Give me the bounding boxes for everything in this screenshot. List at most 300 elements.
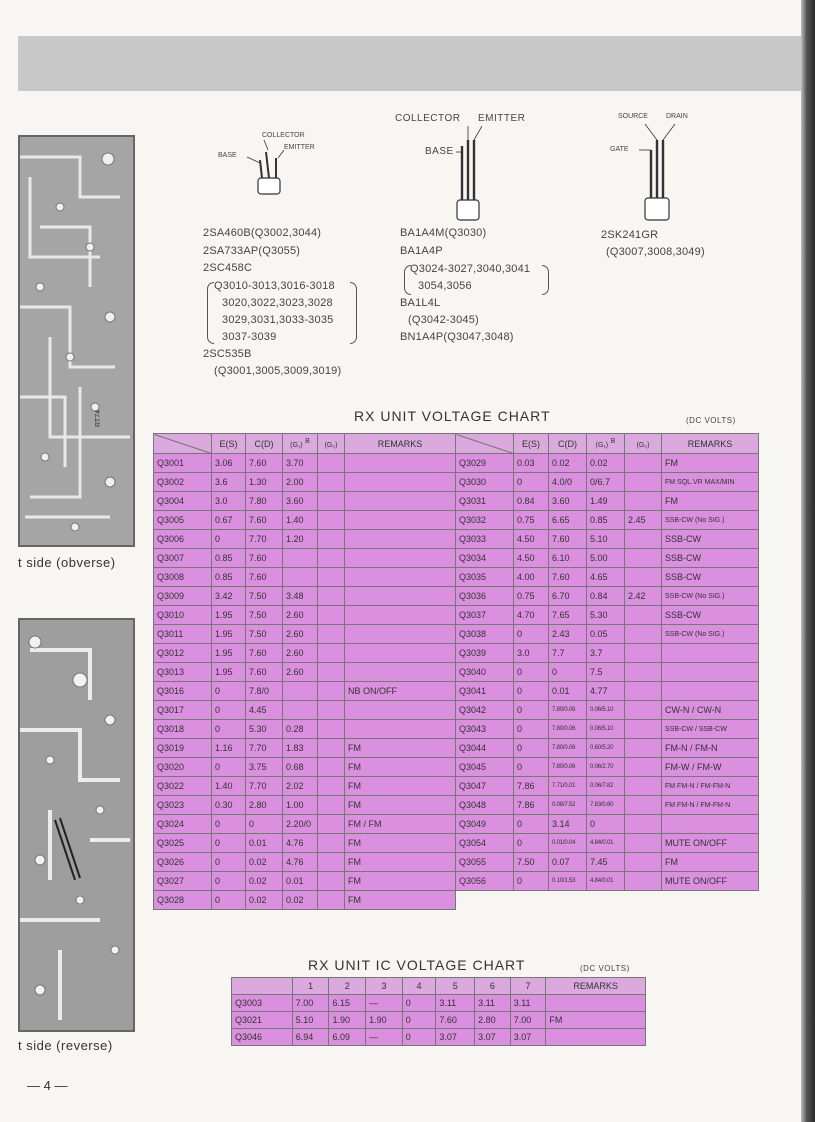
b-value: 0.06/7.82 <box>587 777 625 796</box>
type-line: 2SK241GR <box>601 229 659 241</box>
transistor-id: Q3029 <box>456 454 514 473</box>
type-line: 3054,3056 <box>418 280 472 292</box>
table-row <box>456 587 759 606</box>
table-row <box>154 853 456 872</box>
cd-value: 7.70 <box>246 530 283 549</box>
cd-value: 6.65 <box>549 511 587 530</box>
ic-header-col: 6 <box>475 978 511 995</box>
table-row <box>232 995 646 1012</box>
header-g2 <box>318 434 345 454</box>
b-value: 3.7 <box>587 644 625 663</box>
base-label: BASE <box>425 146 454 157</box>
g2-value <box>625 682 662 701</box>
pin-voltage: 3.07 <box>510 1029 546 1046</box>
cd-value: 7.60 <box>549 568 587 587</box>
b-value: 2.60 <box>283 644 318 663</box>
header-g2 <box>625 434 662 454</box>
ic-header-col: 7 <box>510 978 546 995</box>
table-row <box>154 834 456 853</box>
table-row <box>456 872 759 891</box>
transistor-id: Q3039 <box>456 644 514 663</box>
g2-value <box>318 587 345 606</box>
es-value: 3.0 <box>514 644 549 663</box>
collector-label: COLLECTOR <box>395 113 461 124</box>
type-line: 3020,3022,3023,3028 <box>222 297 333 309</box>
ic-header-col: 5 <box>436 978 475 995</box>
g2-value <box>318 454 345 473</box>
remarks <box>345 473 456 492</box>
cd-value: 7.60 <box>549 530 587 549</box>
cd-value: 7.7 <box>549 644 587 663</box>
cd-value: 7.50 <box>246 587 283 606</box>
es-value: 4.00 <box>514 568 549 587</box>
table-row <box>456 644 759 663</box>
b-value: 7.5 <box>587 663 625 682</box>
rx-left-body <box>154 454 456 910</box>
remarks <box>345 549 456 568</box>
cd-value: 0.01 <box>549 682 587 701</box>
table-row <box>456 777 759 796</box>
remarks: FM-N / FM-N <box>662 739 759 758</box>
cd-value: 7.50 <box>246 606 283 625</box>
g2-value <box>318 815 345 834</box>
es-value: 1.16 <box>212 739 246 758</box>
g2-value <box>318 492 345 511</box>
cd-value: 7.8/0 <box>246 682 283 701</box>
es-value: 0 <box>212 834 246 853</box>
es-value: 0.67 <box>212 511 246 530</box>
g2-value <box>318 701 345 720</box>
es-value: 3.42 <box>212 587 246 606</box>
table-row <box>154 777 456 796</box>
cd-value: 0.07 <box>549 853 587 872</box>
es-value: 0 <box>212 682 246 701</box>
remarks: FM <box>345 872 456 891</box>
header-g1 <box>587 434 625 454</box>
table-row <box>154 511 456 530</box>
cd-value: 7.50 <box>246 625 283 644</box>
transistor-id: Q3049 <box>456 815 514 834</box>
cd-value: 7.71/0.01 <box>549 777 587 796</box>
type-line: (Q3042-3045) <box>408 314 479 326</box>
g2-value <box>318 606 345 625</box>
ic-header-col: 1 <box>292 978 329 995</box>
es-value: 1.40 <box>212 777 246 796</box>
cd-value: 0.01/0.04 <box>549 834 587 853</box>
b-value: 0.85 <box>587 511 625 530</box>
g2-value <box>318 872 345 891</box>
transistor-id: Q3031 <box>456 492 514 511</box>
remarks <box>345 530 456 549</box>
transistor-id: Q3048 <box>456 796 514 815</box>
b-value: 1.83 <box>283 739 318 758</box>
remarks <box>345 511 456 530</box>
cd-value: 7.80/0.06 <box>549 720 587 739</box>
remarks <box>345 663 456 682</box>
table-header-row <box>232 978 646 995</box>
remarks <box>345 492 456 511</box>
b-value: 3.70 <box>283 454 318 473</box>
type-line: BN1A4P(Q3047,3048) <box>400 331 514 343</box>
table-row <box>154 720 456 739</box>
g2-value: 2.42 <box>625 587 662 606</box>
remarks: NB ON/OFF <box>345 682 456 701</box>
ic-chart-title: RX UNIT IC VOLTAGE CHART <box>308 957 526 973</box>
table-row <box>456 492 759 511</box>
type-line: 2SA733AP(Q3055) <box>203 245 301 257</box>
g2-value <box>625 644 662 663</box>
remarks: FM <box>662 454 759 473</box>
es-value: 3.06 <box>212 454 246 473</box>
g2-value <box>625 720 662 739</box>
remarks <box>345 606 456 625</box>
b-value <box>283 568 318 587</box>
table-row <box>154 739 456 758</box>
table-row <box>154 796 456 815</box>
es-value: 0 <box>514 625 549 644</box>
table-row <box>154 815 456 834</box>
pin-voltage: 0 <box>402 995 436 1012</box>
table-row <box>456 549 759 568</box>
g2-value <box>318 796 345 815</box>
b-value: 5.00 <box>587 549 625 568</box>
b-value: 1.40 <box>283 511 318 530</box>
fet-diagram-right <box>605 110 715 225</box>
table-row <box>154 644 456 663</box>
table-row <box>154 701 456 720</box>
rx-voltage-table-right <box>455 433 759 891</box>
g2-value <box>318 891 345 910</box>
remarks: SSB-CW (No SIG.) <box>662 511 759 530</box>
header-cd: C(D) <box>246 434 283 454</box>
ic-header-col: REMARKS <box>546 978 646 995</box>
g2-value <box>318 777 345 796</box>
es-value: 0.75 <box>514 587 549 606</box>
table-row <box>154 682 456 701</box>
b-value: 2.60 <box>283 625 318 644</box>
pin-voltage: 1.90 <box>366 1012 403 1029</box>
ic-voltage-table <box>231 977 646 1046</box>
remarks: SSB-CW (No SIG.) <box>662 587 759 606</box>
table-row <box>456 720 759 739</box>
es-value: 0 <box>514 663 549 682</box>
g2-value <box>318 568 345 587</box>
transistor-id: Q3034 <box>456 549 514 568</box>
emitter-label: EMITTER <box>284 144 315 151</box>
b-value: 2.00 <box>283 473 318 492</box>
b-value: 0.06/5.10 <box>587 720 625 739</box>
cd-value: 4.45 <box>246 701 283 720</box>
remarks <box>345 701 456 720</box>
transistor-id: Q3035 <box>456 568 514 587</box>
cd-value: 0.02 <box>246 872 283 891</box>
cd-value: 3.75 <box>246 758 283 777</box>
drain-label: DRAIN <box>666 113 688 120</box>
es-value: 3.6 <box>212 473 246 492</box>
remarks <box>345 587 456 606</box>
g2-value <box>625 758 662 777</box>
cd-value: 7.80 <box>246 492 283 511</box>
table-row <box>456 739 759 758</box>
type-line: BA1A4M(Q3030) <box>400 227 487 239</box>
transistor-id: Q3006 <box>154 530 212 549</box>
remarks: MUTE ON/OFF <box>662 834 759 853</box>
es-value: 0 <box>514 739 549 758</box>
b-value: 4.84/0.01 <box>587 872 625 891</box>
es-value: 0 <box>514 720 549 739</box>
cd-value: 7.80/0.06 <box>549 758 587 777</box>
remarks: MUTE ON/OFF <box>662 872 759 891</box>
b-value: 0.01 <box>283 872 318 891</box>
cd-value: 7.60 <box>246 454 283 473</box>
ic-header-col: 2 <box>329 978 366 995</box>
header-g2-label: (G₂) <box>324 441 338 449</box>
cd-value: 6.10 <box>549 549 587 568</box>
ic-header-col: 3 <box>366 978 403 995</box>
remarks: FM <box>345 796 456 815</box>
cd-value: 2.43 <box>549 625 587 644</box>
pin-voltage: 2.80 <box>475 1012 511 1029</box>
b-value: 4.65 <box>587 568 625 587</box>
es-value: 1.95 <box>212 606 246 625</box>
b-value: 4.76 <box>283 853 318 872</box>
table-row <box>456 701 759 720</box>
cd-value: 0.01 <box>246 834 283 853</box>
b-value: 1.49 <box>587 492 625 511</box>
transistor-id: Q3009 <box>154 587 212 606</box>
table-row <box>154 568 456 587</box>
transistor-id: Q3054 <box>456 834 514 853</box>
table-row <box>456 511 759 530</box>
g2-value <box>318 644 345 663</box>
g2-value <box>625 663 662 682</box>
cd-value: 7.60 <box>246 511 283 530</box>
table-row <box>456 568 759 587</box>
es-value: 0 <box>514 682 549 701</box>
pin-voltage: 3.11 <box>436 995 475 1012</box>
transistor-id: Q3056 <box>456 872 514 891</box>
g2-value <box>625 530 662 549</box>
table-row <box>456 606 759 625</box>
es-value: 0 <box>514 758 549 777</box>
gate-label: GATE <box>610 146 629 153</box>
table-row <box>456 454 759 473</box>
pin-voltage: 3.11 <box>475 995 511 1012</box>
type-line: Q3010-3013,3016-3018 <box>214 280 335 292</box>
pcb-reverse-caption: t side (reverse) <box>18 1038 113 1053</box>
table-header-row <box>456 434 759 454</box>
remarks <box>345 720 456 739</box>
es-value: 0 <box>514 473 549 492</box>
g2-value <box>318 511 345 530</box>
transistor-id: Q3027 <box>154 872 212 891</box>
g2-value <box>318 530 345 549</box>
table-row <box>456 530 759 549</box>
pin-voltage: 1.90 <box>329 1012 366 1029</box>
es-value: 0 <box>212 891 246 910</box>
transistor-id: Q3001 <box>154 454 212 473</box>
collector-label: COLLECTOR <box>262 132 305 139</box>
g2-value <box>318 758 345 777</box>
es-value: 0 <box>212 530 246 549</box>
transistor-id: Q3037 <box>456 606 514 625</box>
cd-value: 1.30 <box>246 473 283 492</box>
pin-voltage: 6.94 <box>292 1029 329 1046</box>
ic-id: Q3021 <box>232 1012 293 1029</box>
header-remarks: REMARKS <box>662 434 759 454</box>
es-value: 7.86 <box>514 796 549 815</box>
es-value: 0 <box>212 720 246 739</box>
es-value: 0 <box>212 872 246 891</box>
b-value: 4.76 <box>283 834 318 853</box>
g2-value <box>318 853 345 872</box>
b-value: 2.20/0 <box>283 815 318 834</box>
transistor-id: Q3007 <box>154 549 212 568</box>
remarks: FM <box>345 834 456 853</box>
rx-right-body <box>456 454 759 891</box>
table-row <box>154 872 456 891</box>
transistor-id: Q3040 <box>456 663 514 682</box>
pin-voltage: 7.00 <box>292 995 329 1012</box>
table-row <box>456 663 759 682</box>
pcb-board-mark: RT74 <box>95 410 102 427</box>
bracket-left <box>207 282 214 344</box>
type-line: 3029,3031,3033-3035 <box>222 314 334 326</box>
es-value: 0 <box>514 872 549 891</box>
g2-value <box>625 834 662 853</box>
remarks: FM <box>662 492 759 511</box>
transistor-id: Q3020 <box>154 758 212 777</box>
type-line: BA1L4L <box>400 297 441 309</box>
remarks: FM / FM <box>345 815 456 834</box>
table-row <box>154 454 456 473</box>
remarks: SSB-CW <box>662 606 759 625</box>
es-value: 0 <box>514 701 549 720</box>
table-row <box>456 796 759 815</box>
es-value: 0.85 <box>212 568 246 587</box>
cd-value: 4.0/0 <box>549 473 587 492</box>
remarks: FM <box>345 853 456 872</box>
es-value: 0 <box>514 834 549 853</box>
es-value: 4.70 <box>514 606 549 625</box>
bracket-right <box>542 265 549 295</box>
ic-chart-units: (DC VOLTS) <box>580 964 630 973</box>
b-value: 7.83/0.60 <box>587 796 625 815</box>
es-value: 3.0 <box>212 492 246 511</box>
header-g1-label: (G₁) <box>290 442 303 449</box>
cd-value: 7.80/0.06 <box>549 739 587 758</box>
pin-voltage: 3.11 <box>510 995 546 1012</box>
rx-chart-title: RX UNIT VOLTAGE CHART <box>354 408 551 424</box>
remarks: CW-N / CW-N <box>662 701 759 720</box>
table-row <box>154 587 456 606</box>
header-es: E(S) <box>514 434 549 454</box>
transistor-diagram-middle <box>390 110 550 225</box>
es-value: 1.95 <box>212 644 246 663</box>
remarks <box>662 682 759 701</box>
table-row <box>456 682 759 701</box>
g2-value <box>625 872 662 891</box>
es-value: 1.95 <box>212 625 246 644</box>
table-row <box>154 891 456 910</box>
b-value: 3.48 <box>283 587 318 606</box>
cd-value: 7.70 <box>246 739 283 758</box>
g2-value <box>318 549 345 568</box>
ic-id: Q3046 <box>232 1029 293 1046</box>
cd-value: 7.80/0.06 <box>549 701 587 720</box>
cd-value: 3.14 <box>549 815 587 834</box>
bracket-right <box>350 282 357 344</box>
pin-voltage: 0 <box>402 1012 436 1029</box>
transistor-id: Q3005 <box>154 511 212 530</box>
cd-value: 0.08/7.52 <box>549 796 587 815</box>
ic-header-col: 4 <box>402 978 436 995</box>
bracket-left <box>404 265 411 295</box>
b-value: 2.02 <box>283 777 318 796</box>
type-line: Q3024-3027,3040,3041 <box>410 263 531 275</box>
transistor-id: Q3036 <box>456 587 514 606</box>
es-value: 4.50 <box>514 549 549 568</box>
b-value: 0/6.7 <box>587 473 625 492</box>
b-value: 0.02 <box>283 891 318 910</box>
table-header-row <box>154 434 456 454</box>
es-value: 7.86 <box>514 777 549 796</box>
remarks: SSB-CW / SSB-CW <box>662 720 759 739</box>
header-band <box>18 36 801 91</box>
g2-value <box>625 796 662 815</box>
remarks <box>345 625 456 644</box>
cd-value: 7.65 <box>549 606 587 625</box>
es-value: 4.50 <box>514 530 549 549</box>
transistor-id: Q3047 <box>456 777 514 796</box>
g2-value <box>318 739 345 758</box>
ic-id: Q3003 <box>232 995 293 1012</box>
es-value: 7.50 <box>514 853 549 872</box>
remarks: SSB-CW <box>662 530 759 549</box>
cd-value: 7.60 <box>246 644 283 663</box>
transistor-id: Q3022 <box>154 777 212 796</box>
pin-voltage: — <box>366 995 403 1012</box>
type-line: 2SC458C <box>203 262 253 274</box>
table-row <box>154 625 456 644</box>
b-value: 0.84 <box>587 587 625 606</box>
type-line: 2SA460B(Q3002,3044) <box>203 227 322 239</box>
remarks: SSB-CW <box>662 568 759 587</box>
type-line: 2SC535B <box>203 348 252 360</box>
g2-value <box>625 568 662 587</box>
g2-value <box>625 739 662 758</box>
cd-value: 0 <box>246 815 283 834</box>
cd-value: 0.02 <box>246 891 283 910</box>
header-es: E(S) <box>212 434 246 454</box>
header-corner <box>232 978 293 995</box>
pin-voltage: 7.60 <box>436 1012 475 1029</box>
cd-value: 7.60 <box>246 568 283 587</box>
rx-chart-units: (DC VOLTS) <box>686 416 736 425</box>
g2-value <box>318 663 345 682</box>
transistor-id: Q3008 <box>154 568 212 587</box>
g2-value <box>625 853 662 872</box>
header-g1-label: (G₁) <box>595 442 609 449</box>
remarks <box>662 663 759 682</box>
transistor-id: Q3041 <box>456 682 514 701</box>
remarks: FM <box>345 891 456 910</box>
b-value: 1.00 <box>283 796 318 815</box>
source-label: SOURCE <box>618 113 648 120</box>
g2-value <box>318 682 345 701</box>
cd-value: 7.60 <box>246 549 283 568</box>
g2-value <box>318 834 345 853</box>
